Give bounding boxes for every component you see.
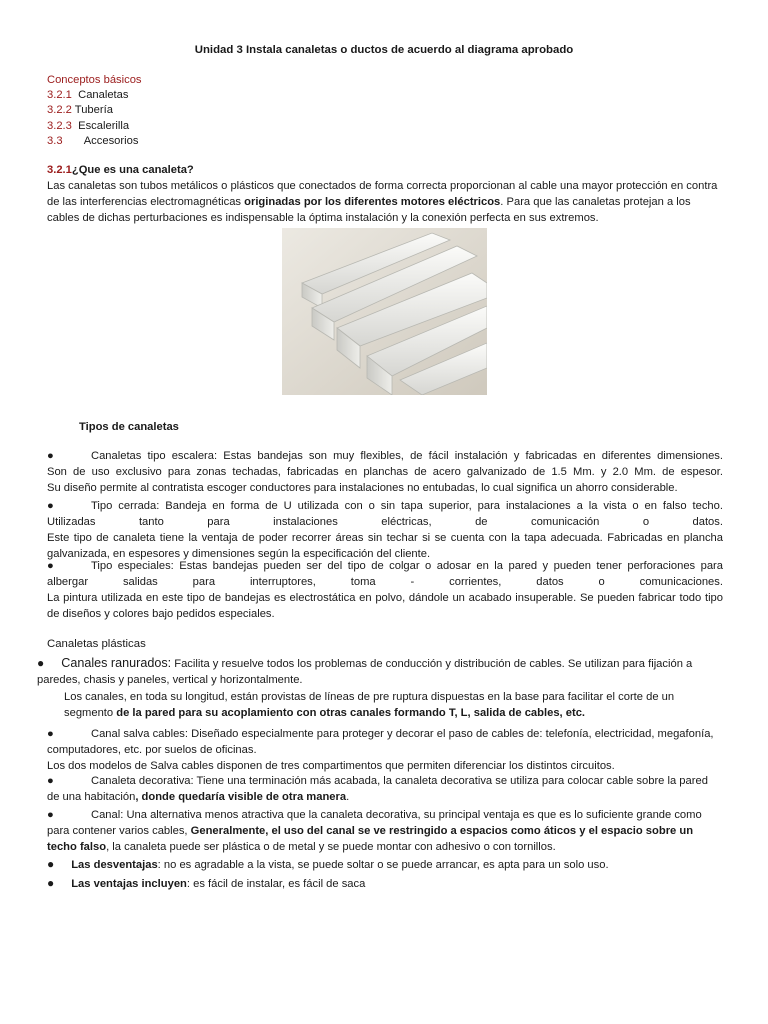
toc-heading: Conceptos básicos [47,74,142,86]
list-item-decorativa: ● Canaleta decorativa: Tiene una terminación más acabada, la canaleta decorativa se utiliza para colocar cable sobre la pared de una habitación, donde quedaría visible de otra manera. [47,775,708,803]
bullet-icon: ● [47,450,54,462]
toc-item: 3.2.1 Canaletas [47,89,129,102]
list-item-salva-cables: ● Canal salva cables: Diseñado especialmente para proteger y decorar el paso de cables de: telefonía, electricidad, megafonía, computadores, etc. por suelos de oficinas. Los dos modelos de Salva cables disponen de tres compartimentos que permiten diferenciar los distintos circuitos. [47,728,714,772]
bullet-icon: ● [47,857,55,871]
bullet-icon: ● [47,876,55,890]
bullet-icon: ● [47,775,54,787]
list-item-cerrada: ● Tipo cerrada: Bandeja en forma de U utilizada con o sin tapa superior, para instalaciones a la vista o en falso techo. Utilizadas tanto para instalaciones eléctricas, de comunicación o datos. Este tipo de canaleta tiene la ventaja de poder recorrer áreas sin techar si se cuenta con la tapa adecuada. Fabricadas en plancha galvanizada, en espesores y dimensiones según la especificación del cliente. [47,500,723,560]
section-heading: 3.2.1¿Que es una canaleta? [47,164,194,176]
toc-item: 3.3 Accesorios [47,134,139,147]
list-item-desventajas: ● Las desventajas: no es agradable a la vista, se puede soltar o se puede arrancar, es apta para un solo uso. [47,857,609,871]
canaletas-photo [282,228,487,395]
plasticas-heading: Canaletas plásticas [47,638,146,650]
bullet-icon: ● [47,809,54,821]
bullet-icon: ● [37,656,45,670]
toc-item: 3.2.3 Escalerilla [47,119,130,132]
section-what-is-canaleta [47,162,723,226]
bullet-icon: ● [47,560,54,572]
table-of-contents [47,73,142,149]
tipos-heading: Tipos de canaletas [79,421,179,433]
list-item-ventajas: ● Las ventajas incluyen: es fácil de instalar, es fácil de saca [47,876,366,890]
bullet-icon: ● [47,500,54,512]
toc-item: 3.2.2 Tubería [47,104,113,117]
list-item-canal: ● Canal: Una alternativa menos atractiva que la canaleta decorativa, su principal ventaja es que es lo suficiente grande como para contener varios cables, Generalmente, el uso del canal se ve restringido a espacios como áticos y el espacio sobre un techo falso, la canaleta puede ser plástica o de metal y se puede montar con adhesivo o con tornillos. [47,809,702,853]
list-item-escalera: ● Canaletas tipo escalera: Estas bandejas son muy flexibles, de fácil instalación y fabricadas en diferentes dimensiones. Son de uso exclusivo para zonas techadas, fabricadas en planchas de acero galvanizado de 1.5 Mm. y 2.0 Mm. de espesor. Su diseño permite al contratista escoger conductores para instalaciones no entubadas, lo cual significa un ahorro considerable. [47,450,723,494]
page-title: Unidad 3 Instala canaletas o ductos de acuerdo al diagrama aprobado [194,44,574,56]
list-item-ranurados: ● Canales ranurados: Facilita y resuelve todos los problemas de conducción y distribución de cables. Se utilizan para fijación a paredes, chasis y paneles, vertical y horizontalmente. Los canales, en toda su longitud, están provistas de líneas de pre ruptura dispuestas en la base para facilitar el corte de un segmento de la pared para su acoplamiento con otras canales formando T, L, salida de cables, etc. [37,656,693,719]
section-paragraph: Las canaletas son tubos metálicos o plásticos que conectados de forma correcta proporcionan al cable una mayor protección en contra de las interferencias electromagnéticas originadas por los diferentes motores eléctricos. Para que las canaletas protejan a los cables de dichas perturbaciones es indispensable la óptima instalación y la conexión perfecta en sus extremos. [47,180,718,224]
bullet-icon: ● [47,728,54,740]
plastic-ducts-image [282,228,487,395]
list-item-especiales: ● Tipo especiales: Estas bandejas pueden ser del tipo de colgar o adosar en la pared y pueden tener perforaciones para albergar salidas para interruptores, toma - corrientes, datos o comunicaciones. La pintura utilizada en este tipo de bandejas es electrostática en polvo, dándole un acabado insuperable. Se pueden fabricar todo tipo de diseños y colores bajo pedidos especiales. [47,560,723,620]
